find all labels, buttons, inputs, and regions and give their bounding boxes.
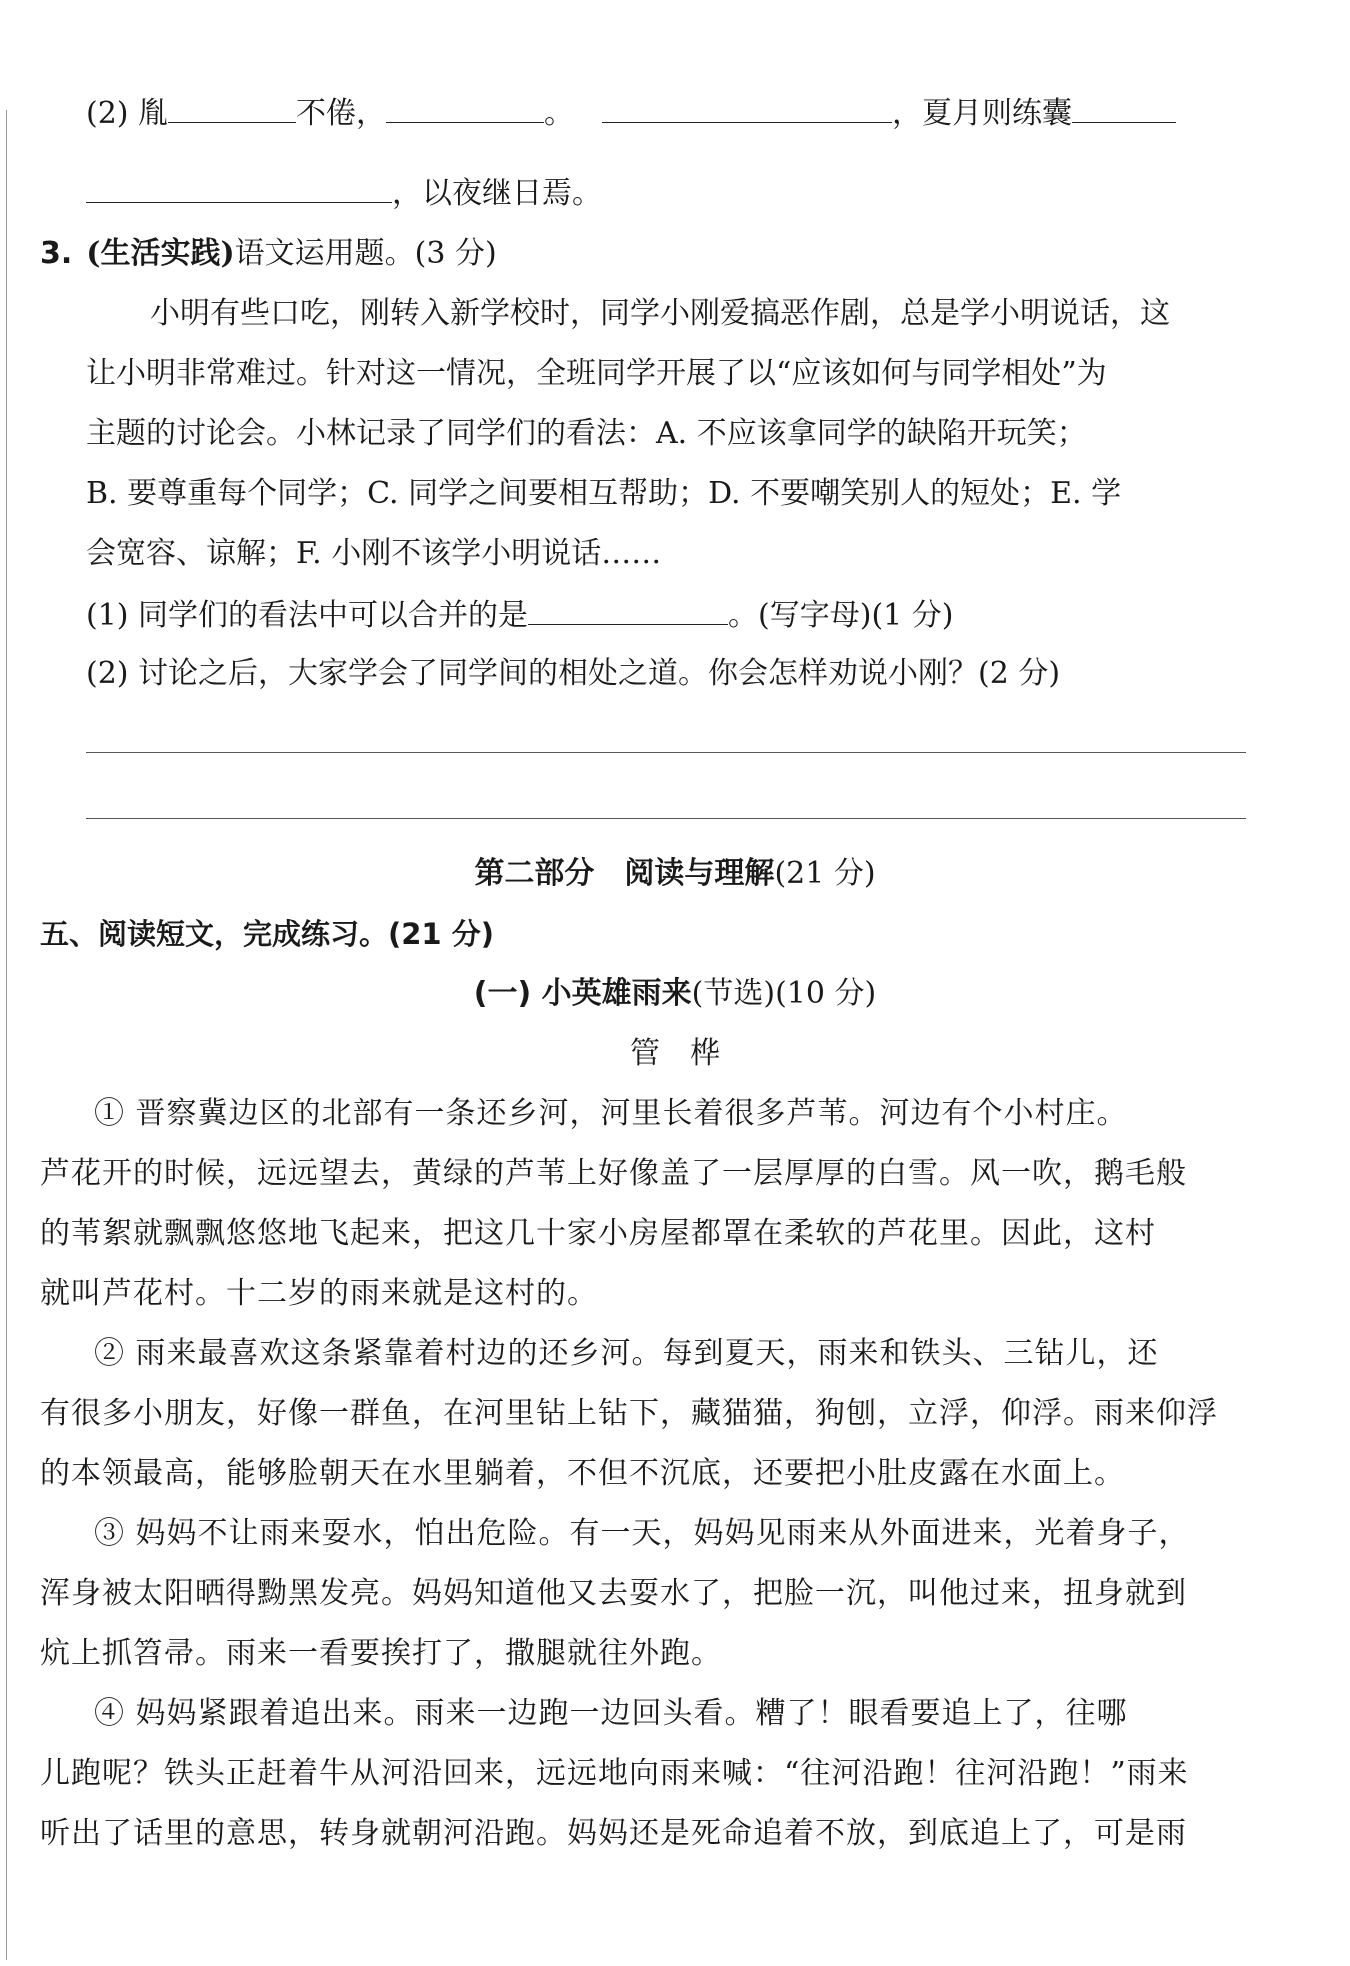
answer-blank[interactable] — [386, 92, 544, 123]
passage-line: ③ 妈妈不让雨来耍水，怕出危险。有一天，妈妈见雨来从外面进来，光着身子， — [94, 1516, 1190, 1551]
passage-line: ④ 妈妈紧跟着追出来。雨来一边跑一边回头看。糟了！眼看要追上了，往哪 — [94, 1696, 1128, 1731]
part2-title — [0, 854, 1350, 894]
q3-para-line: B. 要尊重每个同学；C. 同学之间要相互帮助；D. 不要嘲笑别人的短处；E. 学 — [86, 476, 1122, 511]
answer-blank[interactable] — [602, 92, 892, 123]
q3-title: 语文运用题。(3 分) — [234, 236, 497, 271]
q2-text: ，以夜继日焉。 — [392, 176, 602, 211]
section5-title: 五、阅读短文，完成练习。(21 分) — [40, 917, 494, 951]
q2-line-2 — [86, 172, 602, 214]
answer-blank[interactable] — [168, 92, 296, 123]
answer-line[interactable] — [86, 752, 1246, 753]
q3-header — [40, 234, 497, 274]
passage-line: 有很多小朋友，好像一群鱼，在河里钻上钻下，藏猫猫，狗刨，立浮，仰浮。雨来仰浮 — [40, 1396, 1218, 1431]
passage-line: 的苇絮就飘飘悠悠地飞起来，把这几十家小房屋都罩在柔软的芦花里。因此，这村 — [40, 1216, 1156, 1251]
passage-line: 的本领最高，能够脸朝天在水里躺着，不但不沉底，还要把小肚皮露在水面上。 — [40, 1456, 1125, 1491]
passage-line: 听出了话里的意思，转身就朝河沿跑。妈妈还是死命追着不放，到底追上了，可是雨 — [40, 1816, 1187, 1851]
q3-para-line: 让小明非常难过。针对这一情况，全班同学开展了以“应该如何与同学相处”为 — [86, 356, 1107, 391]
passage-title-text: (一) 小英雄雨来 — [473, 976, 692, 1011]
q3-sub1 — [86, 594, 953, 636]
passage-line: 芦花开的时候，远远望去，黄绿的芦苇上好像盖了一层厚厚的白雪。风一吹，鹅毛般 — [40, 1156, 1187, 1191]
passage-line: ② 雨来最喜欢这条紧靠着村边的还乡河。每到夏天，雨来和铁头、三钻儿，还 — [94, 1336, 1159, 1371]
part2-title-text: 第二部分 阅读与理解 — [474, 856, 775, 891]
q2-text: 不倦， — [296, 96, 387, 131]
q3-sub1-text: 。(写字母)(1 分) — [728, 598, 954, 633]
q2-text: 。 — [544, 96, 575, 131]
q3-tag: (生活实践) — [86, 236, 235, 271]
q3-number: 3. — [40, 236, 73, 271]
answer-blank[interactable] — [86, 172, 392, 203]
q2-number: (2) 胤 — [86, 96, 169, 131]
q3-para-line: 主题的讨论会。小林记录了同学们的看法：A. 不应该拿同学的缺陷开玩笑； — [86, 416, 1087, 451]
q3-para-line: 会宽容、谅解；F. 小刚不该学小明说话…… — [86, 536, 662, 571]
answer-blank[interactable] — [1072, 92, 1176, 123]
passage-line: 浑身被太阳晒得黝黑发亮。妈妈知道他又去耍水了，把脸一沉，叫他过来，扭身就到 — [40, 1576, 1187, 1611]
q3-sub2: (2) 讨论之后，大家学会了同学间的相处之道。你会怎样劝说小刚？(2 分) — [86, 656, 1061, 691]
q2-line-1 — [86, 92, 1176, 134]
passage-line: 儿跑呢？铁头正赶着牛从河沿回来，远远地向雨来喊：“往河沿跑！往河沿跑！”雨来 — [40, 1756, 1189, 1791]
q3-para-line: 小明有些口吃，刚转入新学校时，同学小刚爱搞恶作剧，总是学小明说话，这 — [150, 296, 1170, 331]
part2-score: (21 分) — [774, 856, 876, 891]
passage-line: 就叫芦花村。十二岁的雨来就是这村的。 — [40, 1276, 598, 1311]
passage-title — [0, 974, 1350, 1014]
answer-line[interactable] — [86, 818, 1246, 819]
answer-blank[interactable] — [528, 594, 728, 625]
passage-title-note: (节选)(10 分) — [691, 976, 877, 1011]
q2-text: ，夏月则练囊 — [892, 96, 1073, 131]
passage-author: 管 桦 — [630, 1036, 720, 1071]
passage-line: 炕上抓笤帚。雨来一看要挨打了，撒腿就往外跑。 — [40, 1636, 722, 1671]
passage-line: ① 晋察冀边区的北部有一条还乡河，河里长着很多芦苇。河边有个小村庄。 — [94, 1096, 1128, 1131]
q3-sub1-text: (1) 同学们的看法中可以合并的是 — [86, 598, 529, 633]
